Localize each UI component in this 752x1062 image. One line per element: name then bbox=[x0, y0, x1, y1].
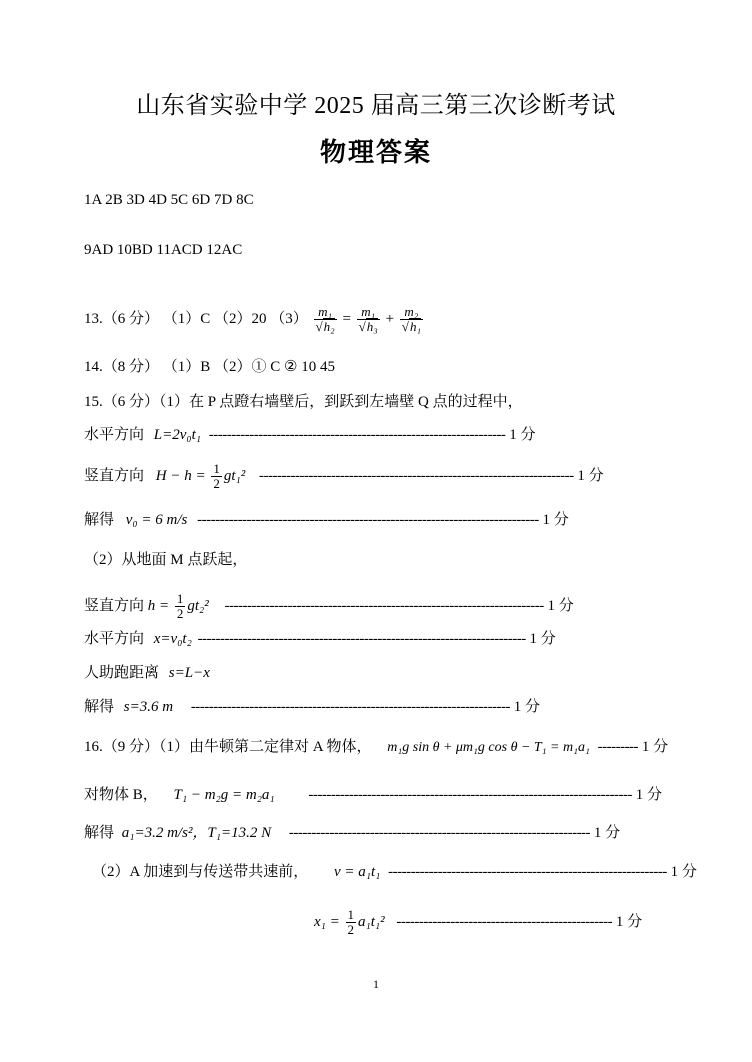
score-leader: ----------------------------------------------------------------------- bbox=[224, 598, 544, 615]
score-label: 1 分 bbox=[670, 864, 697, 880]
q15-line-runup: 人助跑距离 s=L−x bbox=[84, 665, 210, 681]
q15-line-solve-s: 解得 s=3.6 m ----------------------------------------------------------------------- 1 分 bbox=[84, 699, 540, 715]
score-leader: ------------------------------------------------ bbox=[396, 914, 613, 931]
q16-line-object-b: 对物体 B， T₁ − m₂g = m₂a₁ ------------------------------------------------------------------------ 1 分 bbox=[84, 787, 663, 803]
q13-fraction-3: $\frac{\text{m₂}}{\text{√h₁}}$ bbox=[401, 304, 421, 335]
score-label: 1 分 bbox=[641, 739, 669, 755]
score-label: 1 分 bbox=[529, 631, 556, 647]
score-leader: ---------------------------------------------------------------------- bbox=[258, 468, 574, 485]
q15-intro: 15.（6 分）（1）在 P 点蹬右墙壁后，到跃到左墙壁 Q 点的过程中， bbox=[84, 394, 523, 410]
q15-line-horizontal-2: 水平方向 x=v₀t₂ ------------------------------------------------------------------------- 1 分 bbox=[84, 631, 556, 647]
q15-line-solve-v0: 解得 v₀ = 6 m/s ---------------------------------------------------------------------------- 1 分 bbox=[84, 512, 569, 528]
mc-answers-row-2: 9AD 10BD 11ACD 12AC bbox=[84, 242, 243, 258]
score-leader: --------- bbox=[597, 739, 639, 755]
score-leader: ----------------------------------------------------------------------- bbox=[190, 699, 510, 715]
q16-line-x1: x₁ = $\frac{1}{2}$ a₁t₁² ------------------------------------------------ 1 分 bbox=[314, 907, 643, 938]
score-leader: ------------------------------------------------------------------------ bbox=[308, 787, 633, 803]
q14-answer: 14.（8 分） （1）B （2）① C ② 10 45 bbox=[84, 359, 335, 375]
q13-fraction-2: $\frac{\text{m₁}}{\text{√h₃}}$ bbox=[358, 304, 378, 335]
score-leader: ------------------------------------------------------------------------- bbox=[197, 631, 526, 647]
score-label: 1 分 bbox=[615, 914, 643, 931]
score-label: 1 分 bbox=[509, 427, 536, 443]
score-leader: ------------------------------------------------------------------ bbox=[208, 427, 506, 443]
score-label: 1 分 bbox=[577, 468, 604, 485]
q16-line-part2: （2）A 加速到与传送带共速前， v = a₁t₁ -------------------------------------------------------------- 1 分 bbox=[92, 864, 697, 880]
q16-line-solve-a1: 解得 a₁=3.2 m/s²，T₁=13.2 N ------------------------------------------------------------------- 1 分 bbox=[84, 825, 621, 841]
score-label: 1 分 bbox=[547, 598, 574, 615]
q15-line-horizontal: 水平方向 L=2v₀t₁ ------------------------------------------------------------------ 1 分 bbox=[84, 427, 536, 443]
q15-part2: （2）从地面 M 点跃起， bbox=[84, 552, 248, 568]
half-fraction: $\frac{1}{2}$ bbox=[347, 907, 354, 938]
score-label: 1 分 bbox=[513, 699, 540, 715]
q15-line-vertical-2: 竖直方向 h = $\frac{1}{2}$ gt₂² ----------------------------------------------------------------------- 1 分 bbox=[84, 591, 574, 622]
q16-intro-line: 16.（9 分）（1）由牛顿第二定律对 A 物体， m₁g sin θ + μm₁g cos θ − T₁ = m₁a₁ --------- 1 分 bbox=[84, 739, 669, 755]
score-label: 1 分 bbox=[635, 787, 663, 803]
half-fraction: $\frac{1}{2}$ bbox=[213, 461, 220, 492]
score-leader: -------------------------------------------------------------- bbox=[388, 864, 667, 880]
page-number: 1 bbox=[373, 977, 379, 991]
page-subtitle: 物理答案 bbox=[319, 138, 432, 168]
q13-head: 13.（6 分） （1）C （2）20 （3） bbox=[84, 311, 308, 328]
page-title: 山东省实验中学 2025 届高三第三次诊断考试 bbox=[136, 93, 616, 119]
half-fraction: $\frac{1}{2}$ bbox=[176, 591, 184, 622]
score-leader: ------------------------------------------------------------------- bbox=[288, 825, 591, 841]
mc-answers-row-1: 1A 2B 3D 4D 5C 6D 7D 8C bbox=[84, 192, 254, 208]
score-leader: ---------------------------------------------------------------------------- bbox=[197, 512, 539, 528]
score-label: 1 分 bbox=[542, 512, 569, 528]
q13-answer: 13.（6 分） （1）C （2）20 （3） $\frac{\text{m₁}}{\text{√h₂}}$ = $\frac{\text{m₁}}{\text{√h₃}}$ + $\frac{\text{m₂}}{\text{√h₁}}$ bbox=[84, 304, 421, 335]
q15-line-vertical: 竖直方向 H − h = $\frac{1}{2}$ gt₁² ---------------------------------------------------------------------- 1 分 bbox=[84, 461, 604, 492]
score-label: 1 分 bbox=[593, 825, 621, 841]
q13-fraction-1: $\frac{\text{m₁}}{\text{√h₂}}$ bbox=[315, 304, 335, 335]
